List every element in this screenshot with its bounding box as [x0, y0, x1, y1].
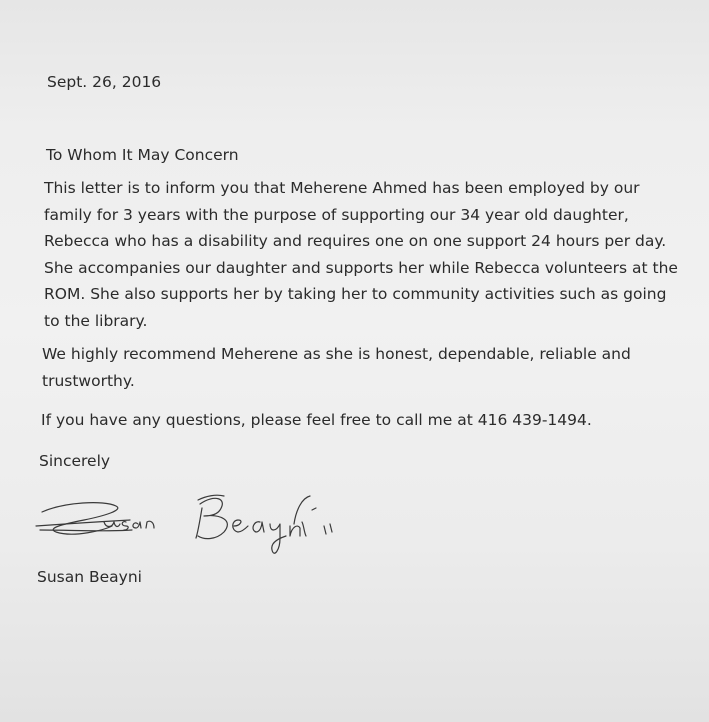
body-paragraph-2 — [42, 341, 631, 394]
paragraph-line: We highly recommend Meherene as she is honest, dependable, reliable and — [42, 345, 631, 363]
body-paragraph-1 — [44, 175, 678, 335]
paragraph-line: family for 3 years with the purpose of supporting our 34 year old daughter, — [44, 205, 629, 224]
paragraph-line: She accompanies our daughter and supports her while Rebecca volunteers at the — [44, 258, 678, 277]
body-paragraph-3: If you have any questions, please feel free to call me at 416 439-1494. — [41, 411, 592, 429]
signer-name: Susan Beayni — [37, 568, 142, 586]
paragraph-line: ROM. She also supports her by taking her to community activities such as going — [44, 285, 667, 304]
closing: Sincerely — [39, 452, 111, 470]
letter-date: Sept. 26, 2016 — [47, 73, 162, 91]
paragraph-line: This letter is to inform you that Meherene Ahmed has been employed by our — [44, 179, 640, 197]
paragraph-line: trustworthy. — [42, 371, 135, 390]
paragraph-line: Rebecca who has a disability and requires one on one support 24 hours per day. — [44, 232, 667, 251]
paragraph-line: to the library. — [44, 311, 148, 330]
salutation: To Whom It May Concern — [46, 146, 239, 164]
